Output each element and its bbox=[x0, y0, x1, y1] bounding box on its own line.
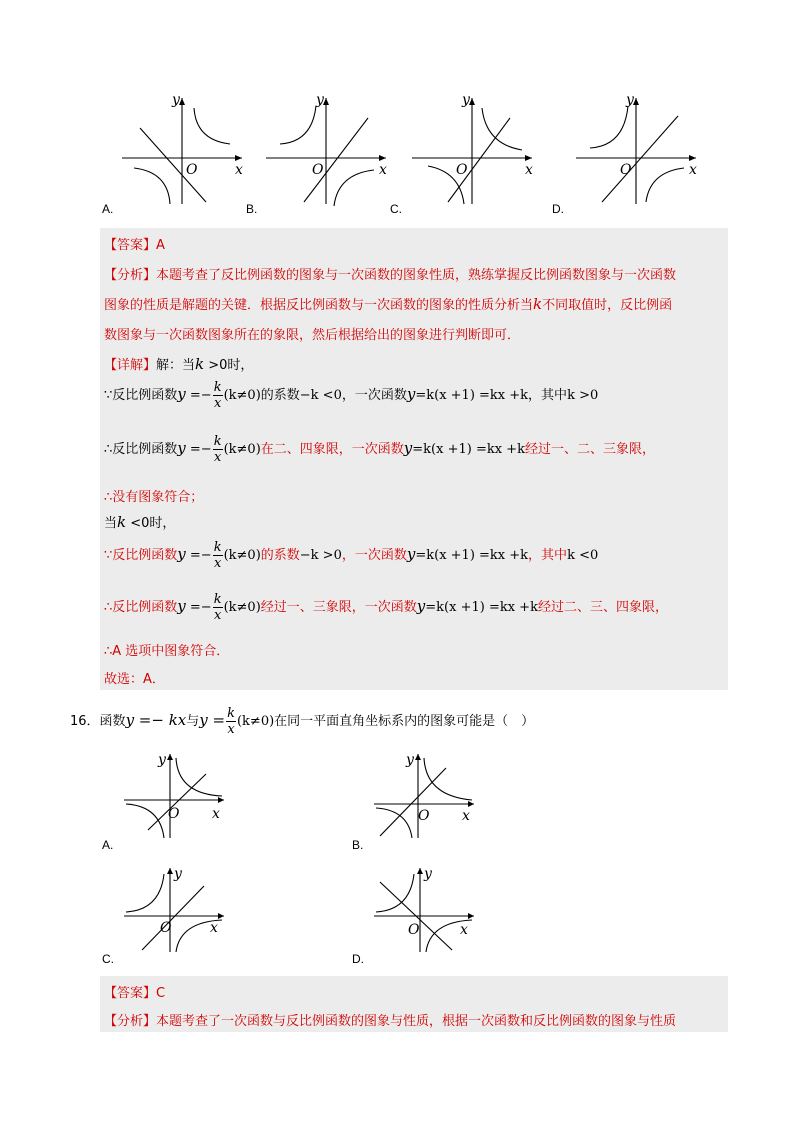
question-number: 16． bbox=[70, 714, 100, 729]
linear-expr: =k(x +1) =kx +k bbox=[415, 388, 529, 403]
linear-expr: =k(x +1) =kx +k bbox=[425, 600, 538, 615]
k-ne-0: (k≠0) bbox=[223, 388, 261, 403]
origin-label: O bbox=[456, 162, 468, 178]
detail-line-1 bbox=[104, 354, 253, 373]
eq: =− bbox=[185, 388, 212, 403]
analysis-text-1: 本题考查了一次函数与反比例函数的图象与性质，根据一次函数和反比例函数的图象与性质 bbox=[156, 1014, 677, 1029]
detail-tag: 【详解】 bbox=[104, 358, 157, 373]
x-axis-label: x bbox=[689, 162, 697, 178]
analysis-tag: 【分析】 bbox=[104, 268, 157, 283]
y-axis-label: y bbox=[406, 752, 414, 768]
origin-label: O bbox=[168, 806, 180, 822]
x-axis-label: x bbox=[462, 808, 470, 824]
text: ，一次函数 bbox=[341, 548, 407, 563]
text: 的系数 bbox=[260, 388, 300, 403]
q16-graph-d bbox=[372, 864, 482, 954]
text: 的系数 bbox=[260, 548, 300, 563]
k-over-x-fraction bbox=[226, 706, 236, 737]
k-symbol: k bbox=[195, 355, 205, 373]
y-symbol: y bbox=[177, 545, 186, 563]
k-over-x-fraction bbox=[213, 540, 223, 571]
q15-graph-b bbox=[264, 92, 394, 212]
q16-solution-panel bbox=[100, 976, 728, 1032]
q15-option-b: B. bbox=[246, 202, 258, 216]
answer-tag: 【答案】 bbox=[104, 238, 157, 253]
analysis-text-1: 本题考查了反比例函数的图象与一次函数的图象性质，熟练掌握反比例函数图象与一次函数 bbox=[156, 268, 677, 283]
origin-label: O bbox=[418, 808, 430, 824]
y-axis-label: y bbox=[424, 866, 432, 882]
text: 在二、四象限，一次函数 bbox=[260, 442, 404, 457]
text: 与 bbox=[186, 714, 200, 729]
y-symbol: y bbox=[177, 385, 186, 403]
q16-graph-b bbox=[372, 750, 482, 840]
text: 在同一平面直角坐标系内的图象可能是（ ） bbox=[274, 714, 535, 729]
k-ne-0: (k≠0) bbox=[223, 548, 261, 563]
text: ∵反比例函数 bbox=[104, 548, 178, 563]
text: ∵反比例函数 bbox=[104, 388, 178, 403]
frac-den: x bbox=[213, 450, 222, 465]
detail-line-2 bbox=[104, 380, 598, 411]
answer-value: C bbox=[156, 986, 166, 1001]
x-axis-label: x bbox=[235, 162, 243, 178]
y-axis-label: y bbox=[174, 866, 182, 882]
q15-option-c: C. bbox=[390, 202, 402, 216]
text: ∴反比例函数 bbox=[104, 442, 178, 457]
q16-graph-c bbox=[122, 864, 232, 954]
answer-tag: 【答案】 bbox=[104, 986, 157, 1001]
y-symbol: y bbox=[406, 545, 416, 563]
detail-text: 解：当 bbox=[156, 358, 196, 373]
detail-line-5 bbox=[104, 512, 175, 531]
analysis-line-3 bbox=[104, 324, 520, 343]
eq: =− bbox=[185, 548, 212, 563]
q15-option-d: D. bbox=[552, 202, 564, 216]
analysis-tag: 【分析】 bbox=[104, 1014, 157, 1029]
frac-den: x bbox=[227, 722, 235, 737]
text: <0时， bbox=[126, 516, 176, 531]
answer-value: A bbox=[156, 238, 165, 253]
origin-label: O bbox=[186, 162, 198, 178]
y-axis-label: y bbox=[158, 752, 166, 768]
detail-line-3 bbox=[104, 434, 655, 465]
detail-text-b: >0时， bbox=[204, 358, 254, 373]
text: 经过一、二、三象限， bbox=[524, 442, 655, 457]
y-symbol: y bbox=[177, 597, 186, 615]
y-axis-label: y bbox=[462, 92, 470, 108]
expr: −k <0 bbox=[299, 388, 342, 403]
y-symbol: y bbox=[406, 385, 416, 403]
text: 当 bbox=[104, 516, 118, 531]
answer-line bbox=[104, 982, 165, 1001]
text: 故选：A． bbox=[104, 672, 165, 687]
analysis-line-1 bbox=[104, 264, 676, 283]
q15-graph-d bbox=[574, 92, 704, 212]
k-ne-0: (k≠0) bbox=[223, 442, 261, 457]
expr: −k >0 bbox=[299, 548, 342, 563]
analysis-line-1 bbox=[104, 1010, 676, 1029]
origin-label: O bbox=[620, 162, 632, 178]
text: ∴A 选项中图象符合． bbox=[104, 644, 230, 659]
text: ，一次函数 bbox=[341, 388, 407, 403]
frac-den: x bbox=[213, 556, 222, 571]
q15-option-a: A. bbox=[102, 202, 114, 216]
expr: k >0 bbox=[567, 388, 599, 403]
q15-graph-a bbox=[120, 92, 250, 212]
q15-graph-c bbox=[410, 92, 540, 212]
q16-graph-a bbox=[122, 750, 232, 840]
q16-option-b: B. bbox=[352, 838, 364, 852]
x-axis-label: x bbox=[210, 920, 218, 936]
text: 经过一、三象限，一次函数 bbox=[260, 600, 417, 615]
analysis-line-2 bbox=[104, 294, 672, 313]
linear-expr: =k(x +1) =kx +k bbox=[412, 442, 525, 457]
detail-line-6 bbox=[104, 540, 598, 571]
detail-line-9 bbox=[104, 668, 165, 687]
k-over-x-fraction bbox=[213, 434, 223, 465]
q16-option-c: C. bbox=[102, 952, 114, 966]
y-symbol: y bbox=[416, 597, 426, 615]
origin-label: O bbox=[408, 922, 420, 938]
frac-num: k bbox=[227, 706, 235, 721]
q15-solution-panel bbox=[100, 228, 728, 690]
q16-option-a: A. bbox=[102, 838, 114, 852]
y-axis-label: y bbox=[316, 92, 324, 108]
text: ∴没有图象符合； bbox=[104, 490, 204, 505]
linear-expr: =k(x +1) =kx +k bbox=[415, 548, 529, 563]
origin-label: O bbox=[312, 162, 324, 178]
analysis-text-2: 图象的性质是解题的关键．根据反比例函数与一次函数的图象的性质分析当 bbox=[104, 298, 534, 313]
k-ne-0: (k≠0) bbox=[223, 600, 261, 615]
y-symbol: y bbox=[403, 439, 413, 457]
x-axis-label: x bbox=[525, 162, 533, 178]
text: ，其中 bbox=[528, 548, 568, 563]
analysis-text-3: 数图象与一次函数图象所在的象限，然后根据给出的图象进行判断即可． bbox=[104, 328, 521, 343]
eq: =− bbox=[185, 600, 212, 615]
text: ，其中 bbox=[528, 388, 568, 403]
frac-den: x bbox=[213, 396, 222, 411]
frac-num: k bbox=[213, 380, 222, 395]
y-axis-label: y bbox=[172, 92, 180, 108]
y-axis-label: y bbox=[626, 92, 634, 108]
x-axis-label: x bbox=[460, 922, 468, 938]
text: ∴反比例函数 bbox=[104, 600, 178, 615]
k-over-x-fraction bbox=[213, 380, 223, 411]
detail-line-8 bbox=[104, 640, 229, 659]
x-axis-label: x bbox=[379, 162, 387, 178]
expr: y = bbox=[199, 711, 226, 729]
eq: =− bbox=[185, 442, 212, 457]
text: 函数 bbox=[99, 714, 126, 729]
k-symbol: k bbox=[533, 295, 543, 313]
text: 经过二、三、四象限， bbox=[537, 600, 668, 615]
frac-num: k bbox=[213, 434, 222, 449]
q16-option-d: D. bbox=[352, 952, 364, 966]
expr: k <0 bbox=[567, 548, 599, 563]
k-over-x-fraction bbox=[213, 592, 223, 623]
frac-num: k bbox=[213, 540, 222, 555]
y-symbol: y bbox=[177, 439, 186, 457]
k-symbol: k bbox=[117, 513, 127, 531]
analysis-text-2b: 不同取值时，反比例函 bbox=[542, 298, 673, 313]
x-axis-label: x bbox=[212, 806, 220, 822]
detail-line-7 bbox=[104, 592, 668, 623]
expr: y =− kx bbox=[125, 711, 187, 729]
detail-line-4 bbox=[104, 486, 203, 505]
origin-label: O bbox=[160, 920, 172, 936]
question-16 bbox=[70, 706, 534, 737]
frac-num: k bbox=[213, 592, 222, 607]
k-ne-0: (k≠0) bbox=[236, 714, 275, 729]
answer-line bbox=[104, 234, 165, 253]
frac-den: x bbox=[213, 608, 222, 623]
